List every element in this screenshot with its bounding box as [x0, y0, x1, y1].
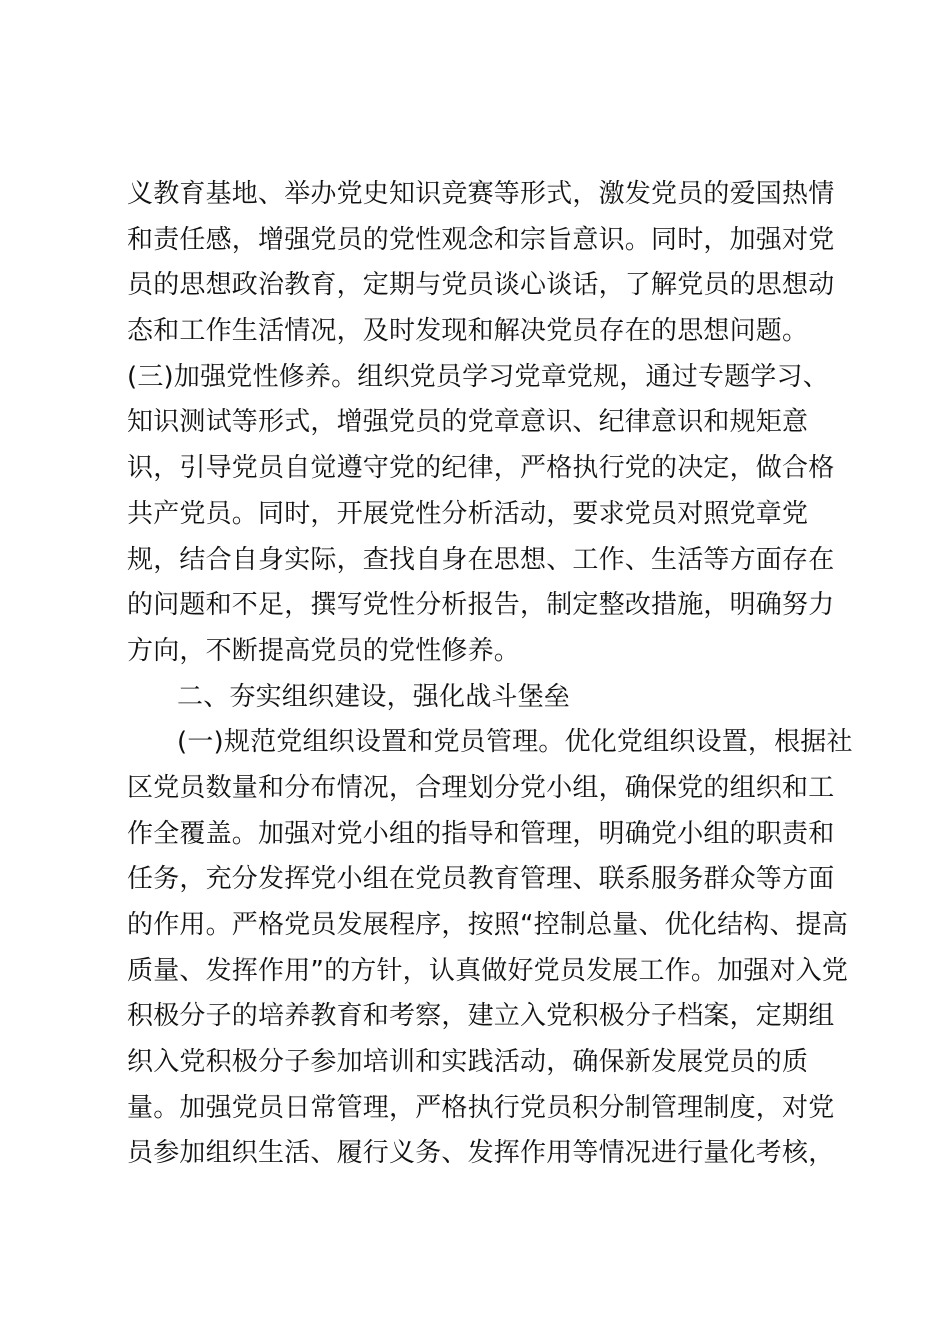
text-line: 积极分子的培养教育和考察，建立入党积极分子档案，定期组	[127, 1001, 835, 1032]
text-line: 作全覆盖。加强对党小组的指导和管理，明确党小组的职责和	[127, 818, 835, 849]
text-line: 识，引导党员自觉遵守党的纪律，严格执行党的决定，做合格	[127, 453, 835, 484]
text-line: 的作用。严格党员发展程序，按照“控制总量、优化结构、提高	[127, 910, 849, 940]
text-line: 任务，充分发挥党小组在党员教育管理、联系服务群众等方面	[127, 864, 835, 895]
text-line: 和责任感，增强党员的党性观念和宗旨意识。同时，加强对党	[127, 224, 835, 255]
text-line: 员参加组织生活、履行义务、发挥作用等情况进行量化考核，	[127, 1138, 835, 1169]
text-line: 量。加强党员日常管理，严格执行党员积分制管理制度，对党	[127, 1092, 835, 1123]
text-line: 知识测试等形式，增强党员的党章意识、纪律意识和规矩意	[127, 407, 809, 438]
text-line: 员的思想政治教育，定期与党员谈心谈话，了解党员的思想动	[127, 270, 835, 301]
section-heading: 二、夯实组织建设，强化战斗堡垒	[177, 681, 571, 712]
text-line: 质量、发挥作用”的方针，认真做好党员发展工作。加强对入党	[127, 955, 849, 986]
text-line: 方向，不断提高党员的党性修养。	[127, 635, 521, 666]
text-line: 态和工作生活情况，及时发现和解决党员存在的思想问题。	[127, 316, 809, 347]
text-line: 共产党员。同时，开展党性分析活动，要求党员对照党章党	[127, 498, 809, 529]
text-line: 规，结合自身实际，查找自身在思想、工作、生活等方面存在	[127, 544, 835, 575]
body-text	[127, 172, 853, 1177]
text-line: 区党员数量和分布情况，合理划分党小组，确保党的组织和工	[127, 772, 835, 803]
text-line: (一)规范党组织设置和党员管理。优化党组织设置，根据社	[177, 727, 853, 758]
text-line: 织入党积极分子参加培训和实践活动，确保新发展党员的质	[127, 1047, 809, 1078]
text-line: (三)加强党性修养。组织党员学习党章党规，通过专题学习、	[127, 361, 829, 392]
text-line: 的问题和不足，撰写党性分析报告，制定整改措施，明确努力	[127, 590, 835, 621]
text-line: 义教育基地、举办党史知识竞赛等形式，激发党员的爱国热情	[127, 179, 835, 209]
